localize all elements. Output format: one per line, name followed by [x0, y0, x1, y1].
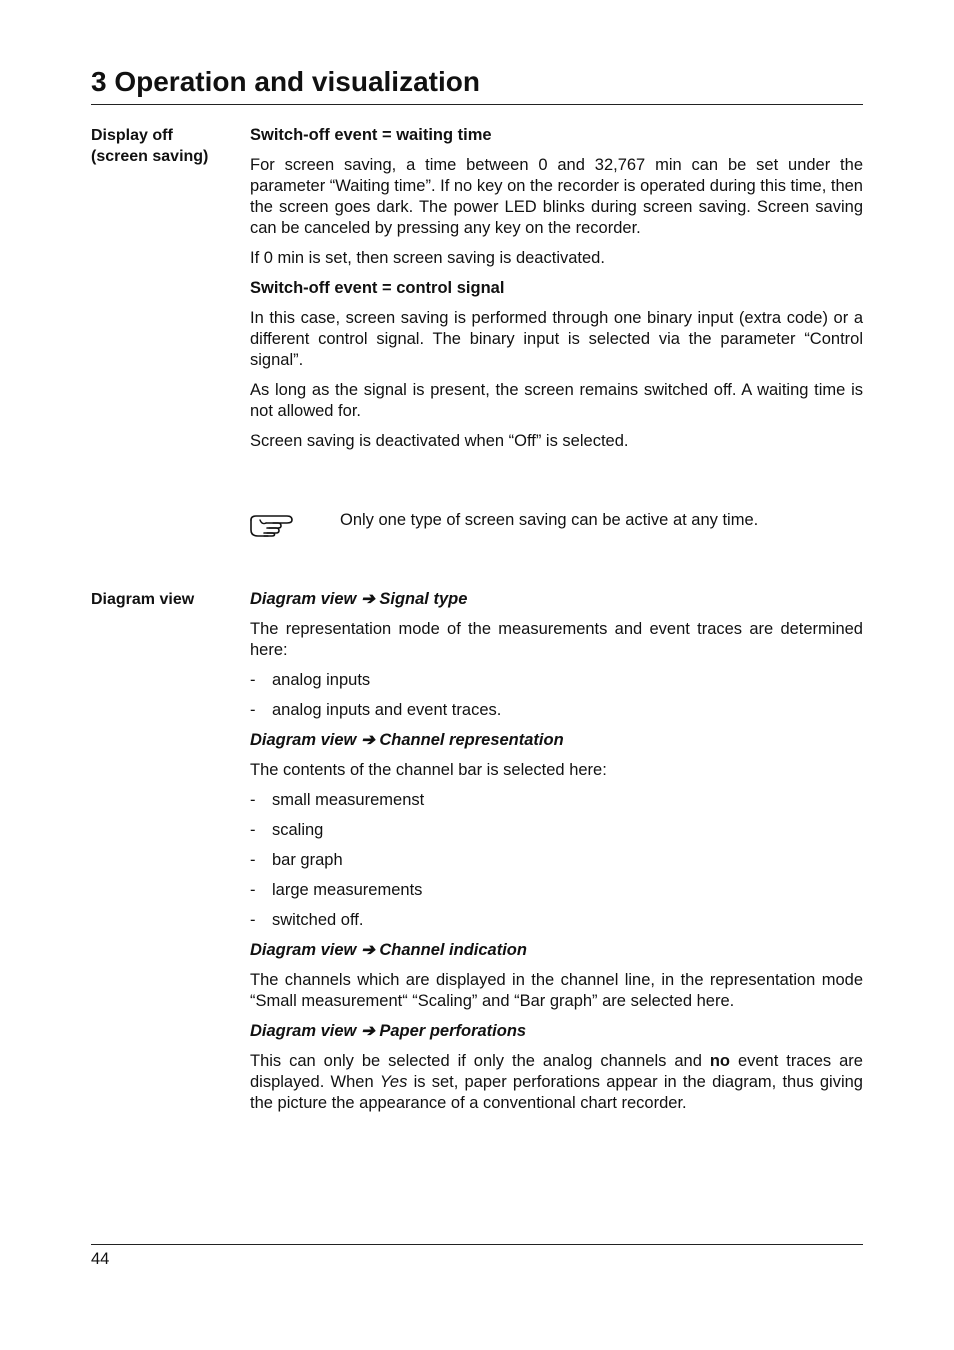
control-signal-heading: Switch-off event = control signal	[250, 279, 505, 297]
paper-perforations-paragraph	[250, 1051, 863, 1114]
paper-perforations-italic: Yes	[379, 1073, 408, 1091]
display-off-section	[250, 125, 863, 461]
paper-perforations-heading: Diagram view ➔ Paper perforations	[250, 1022, 527, 1040]
list-item: - scaling	[250, 820, 863, 841]
paper-perforations-text-b: event traces are displayed. When	[250, 1052, 863, 1091]
paper-perforations-text-c: is set, paper perforations appear in the diagram, thus giving the picture the appearance of a conventional chart recorder.	[250, 1073, 863, 1112]
signal-type-list	[250, 670, 863, 721]
diagram-view-label: Diagram view	[91, 591, 195, 608]
display-off-label-line1: Display off	[91, 127, 173, 144]
list-item: - switched off.	[250, 910, 863, 931]
list-item: - bar graph	[250, 850, 863, 871]
footer-rule	[91, 1244, 863, 1245]
list-item: - large measurements	[250, 880, 863, 901]
page-number: 44	[91, 1250, 110, 1268]
channel-representation-list	[250, 790, 863, 931]
chapter-title: 3 Operation and visualization	[91, 66, 480, 97]
control-signal-paragraph: In this case, screen saving is performed through one binary input (extra code) or a different control signal. The binary input is selected via the parameter “Control signal”.	[250, 309, 863, 369]
deactivation-paragraph: If 0 min is set, then screen saving is deactivated.	[250, 249, 605, 267]
waiting-time-paragraph: For screen saving, a time between 0 and 32,767 min can be set under the parameter “Waiting time”. If no key on the recorder is operated during this time, then the screen goes dark. The power LED blinks during screen saving. Screen saving can be canceled by pressing any key on the recorder.	[250, 156, 863, 237]
signal-present-paragraph: As long as the signal is present, the screen remains switched off. A waiting time is not allowed for.	[250, 381, 863, 420]
off-selected-paragraph: Screen saving is deactivated when “Off” is selected.	[250, 432, 629, 450]
channel-representation-paragraph: The contents of the channel bar is selected here:	[250, 761, 607, 779]
diagram-view-section	[250, 589, 863, 1123]
note-text: Only one type of screen saving can be active at any time.	[340, 511, 759, 529]
signal-type-paragraph: The representation mode of the measurements and event traces are determined here:	[250, 620, 863, 659]
waiting-time-heading: Switch-off event = waiting time	[250, 126, 492, 144]
list-item: - small measuremenst	[250, 790, 863, 811]
channel-indication-heading: Diagram view ➔ Channel indication	[250, 941, 527, 959]
channel-representation-heading: Diagram view ➔ Channel representation	[250, 731, 564, 749]
pointing-hand-icon	[249, 512, 295, 538]
paper-perforations-text-a: This can only be selected if only the analog channels and	[250, 1052, 710, 1070]
list-item: - analog inputs and event traces.	[250, 700, 863, 721]
channel-indication-paragraph: The channels which are displayed in the channel line, in the representation mode “Small measurement“ “Scaling” and “Bar graph” are selected here.	[250, 971, 863, 1010]
display-off-label	[91, 125, 241, 167]
signal-type-heading: Diagram view ➔ Signal type	[250, 590, 468, 608]
display-off-label-line2: (screen saving)	[91, 148, 209, 165]
paper-perforations-bold: no	[709, 1052, 730, 1070]
header-rule	[91, 104, 863, 105]
list-item: - analog inputs	[250, 670, 863, 691]
